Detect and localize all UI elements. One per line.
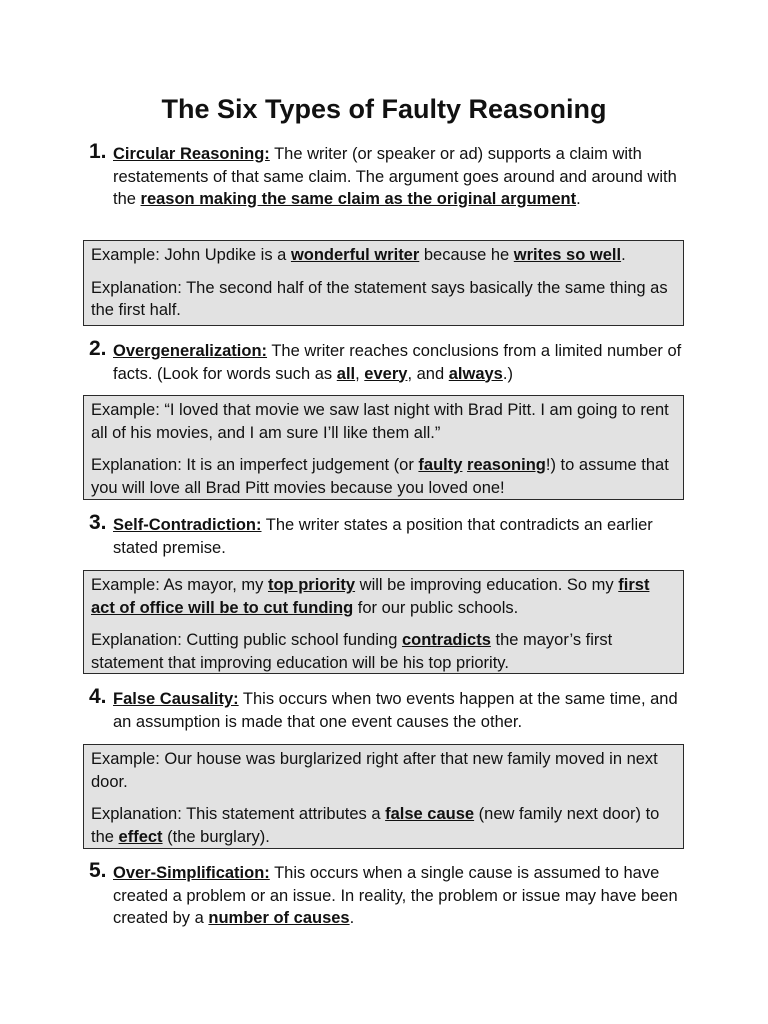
example-box-2	[83, 395, 684, 500]
highlighted-word: faulty	[418, 456, 463, 474]
highlighted-word: all	[336, 364, 356, 383]
item-number: 1.	[89, 140, 107, 163]
item-term: Self-Contradiction:	[113, 516, 262, 534]
description-text: The writer (or speaker or ad) supports a claim with restatements of that same claim. The argument goes around and around with the	[113, 145, 677, 208]
item-term: Overgeneralization:	[113, 342, 268, 360]
explanation-text: Explanation: Cutting public school funding contradicts the mayor’s first statement that improving education will be his top priority.	[91, 631, 613, 672]
item-description	[113, 514, 693, 559]
example-text: Example: “I loved that movie we saw last night with Brad Pitt. I am going to rent all of his movies, and I am sure I’ll like them all.”	[91, 401, 669, 442]
highlighted-phrase: false cause	[385, 805, 475, 823]
item-number: 5.	[89, 859, 107, 882]
item-number: 3.	[89, 511, 107, 534]
item-number: 2.	[89, 337, 107, 360]
item-description	[113, 143, 693, 211]
explanation-text: Explanation: The second half of the statement says basically the same thing as the first half.	[91, 278, 668, 319]
description-text: .	[576, 190, 581, 208]
example-text: Example: John Updike is a wonderful writer because he writes so well.	[91, 246, 626, 264]
description-text: The writer reaches conclusions from a limited number of facts. (Look for words such as	[113, 342, 682, 383]
highlighted-word: every	[364, 364, 408, 383]
explanation-text: Explanation: This statement attributes a false cause (new family next door) to the effect (the burglary).	[91, 805, 660, 846]
example-box-1	[83, 240, 684, 326]
example-box-3	[83, 570, 684, 674]
item-description: Overgeneralization: The writer reaches conclusions from a limited number of facts. (Look for words such as all, every, and always.)	[113, 342, 682, 383]
item-term: Circular Reasoning:	[113, 145, 270, 163]
highlighted-phrase: reason making the same claim as the original argument	[140, 190, 577, 208]
highlighted-word: effect	[118, 827, 163, 846]
page-title: The Six Types of Faulty Reasoning	[161, 94, 607, 124]
highlighted-phrase: top priority	[267, 576, 356, 594]
highlighted-phrase: number of causes	[208, 909, 350, 927]
description-text: This occurs when a single cause is assumed to have created a problem or an issue. In reality, the problem or issue may have been created by a	[113, 864, 678, 927]
highlighted-phrase: writes so well	[513, 246, 622, 264]
item-term: False Causality:	[113, 690, 239, 708]
highlighted-word: always	[448, 364, 503, 383]
example-text: Example: As mayor, my top priority will be improving education. So my first act of office will be to cut funding for our public schools.	[91, 576, 650, 617]
example-text: Example: Our house was burglarized right after that new family moved in next door.	[91, 750, 658, 791]
highlighted-phrase: wonderful writer	[290, 246, 420, 264]
item-number: 4.	[89, 685, 107, 708]
item-description	[113, 688, 693, 733]
example-box-4	[83, 744, 684, 849]
item-term: Over-Simplification:	[113, 864, 270, 882]
highlighted-word: contradicts	[401, 631, 491, 649]
explanation-text: Explanation: It is an imperfect judgement (or faulty reasoning!) to assume that you will love all Brad Pitt movies because you loved one!	[91, 456, 669, 497]
description-text: This occurs when two events happen at the same time, and an assumption is made that one event causes the other.	[113, 690, 678, 731]
item-description: Over-Simplification: This occurs when a single cause is assumed to have created a problem or an issue. In reality, the problem or issue may have been created by a number of causes.	[113, 864, 678, 927]
highlighted-phrase: first act of office will be to cut funding	[91, 576, 650, 617]
description-text: The writer states a position that contradicts an earlier stated premise.	[113, 516, 653, 557]
highlighted-word: reasoning	[467, 456, 546, 474]
